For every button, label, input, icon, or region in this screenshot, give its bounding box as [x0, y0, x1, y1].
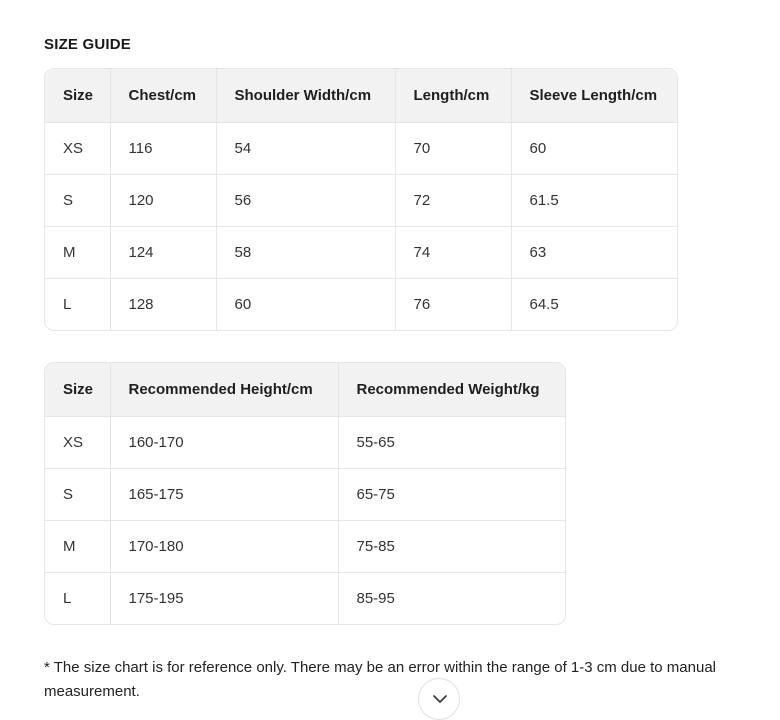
chevron-down-icon — [432, 691, 448, 707]
cell-length: 76 — [395, 278, 511, 330]
cell-size: M — [45, 226, 110, 278]
cell-shoulder-width: 58 — [216, 226, 395, 278]
cell-chest: 120 — [110, 174, 216, 226]
table-row — [45, 226, 677, 278]
column-header-recommended-weight: Recommended Weight/kg — [338, 363, 565, 416]
table-row — [45, 174, 677, 226]
column-header-size: Size — [45, 69, 110, 122]
cell-size: S — [45, 174, 110, 226]
cell-recommended-height: 165-175 — [110, 468, 338, 520]
cell-length: 70 — [395, 122, 511, 174]
cell-recommended-height: 160-170 — [110, 416, 338, 468]
cell-size: S — [45, 468, 110, 520]
recommendations-table — [45, 363, 565, 624]
cell-recommended-weight: 55-65 — [338, 416, 565, 468]
column-header-size: Size — [45, 363, 110, 416]
table-row — [45, 520, 565, 572]
table-row — [45, 122, 677, 174]
cell-chest: 116 — [110, 122, 216, 174]
measurements-table — [45, 69, 677, 330]
cell-size: L — [45, 572, 110, 624]
table-row — [45, 572, 565, 624]
scroll-down-button[interactable] — [418, 678, 460, 720]
measurements-header-row — [45, 69, 677, 122]
cell-length: 72 — [395, 174, 511, 226]
cell-recommended-weight: 85-95 — [356, 589, 395, 607]
cell-chest: 124 — [110, 226, 216, 278]
size-guide-title: SIZE GUIDE — [44, 36, 132, 53]
size-disclaimer-note: * The size chart is for reference only. There may be an error within the range of 1-3 cm due to manual measurement. — [44, 659, 717, 700]
cell-shoulder-width: 54 — [216, 122, 395, 174]
table-row — [45, 278, 677, 330]
cell-recommended-height: 170-180 — [110, 520, 338, 572]
cell-recommended-weight: 65-75 — [338, 468, 565, 520]
cell-length: 74 — [395, 226, 511, 278]
column-header-sleeve-length: Sleeve Length/cm — [511, 69, 677, 122]
table-row — [45, 468, 565, 520]
cell-sleeve-length: 61.5 — [511, 174, 677, 226]
column-header-chest: Chest/cm — [110, 69, 216, 122]
cell-size: L — [45, 278, 110, 330]
cell-shoulder-width: 60 — [216, 278, 395, 330]
cell-chest: 128 — [110, 278, 216, 330]
cell-shoulder-width: 56 — [216, 174, 395, 226]
cell-size: XS — [45, 416, 110, 468]
measurements-table-container — [44, 68, 678, 331]
recommendations-table-container — [44, 362, 566, 625]
recommendations-header-row — [45, 363, 565, 416]
cell-size: XS — [45, 122, 110, 174]
cell-sleeve-length: 63 — [511, 226, 677, 278]
table-row — [45, 416, 565, 468]
column-header-recommended-height: Recommended Height/cm — [110, 363, 338, 416]
column-header-length: Length/cm — [395, 69, 511, 122]
column-header-shoulder-width: Shoulder Width/cm — [216, 69, 395, 122]
cell-sleeve-length: 64.5 — [529, 295, 559, 313]
cell-recommended-weight: 75-85 — [338, 520, 565, 572]
cell-sleeve-length: 60 — [511, 122, 677, 174]
cell-recommended-height: 175-195 — [110, 572, 338, 624]
cell-size: M — [45, 520, 110, 572]
